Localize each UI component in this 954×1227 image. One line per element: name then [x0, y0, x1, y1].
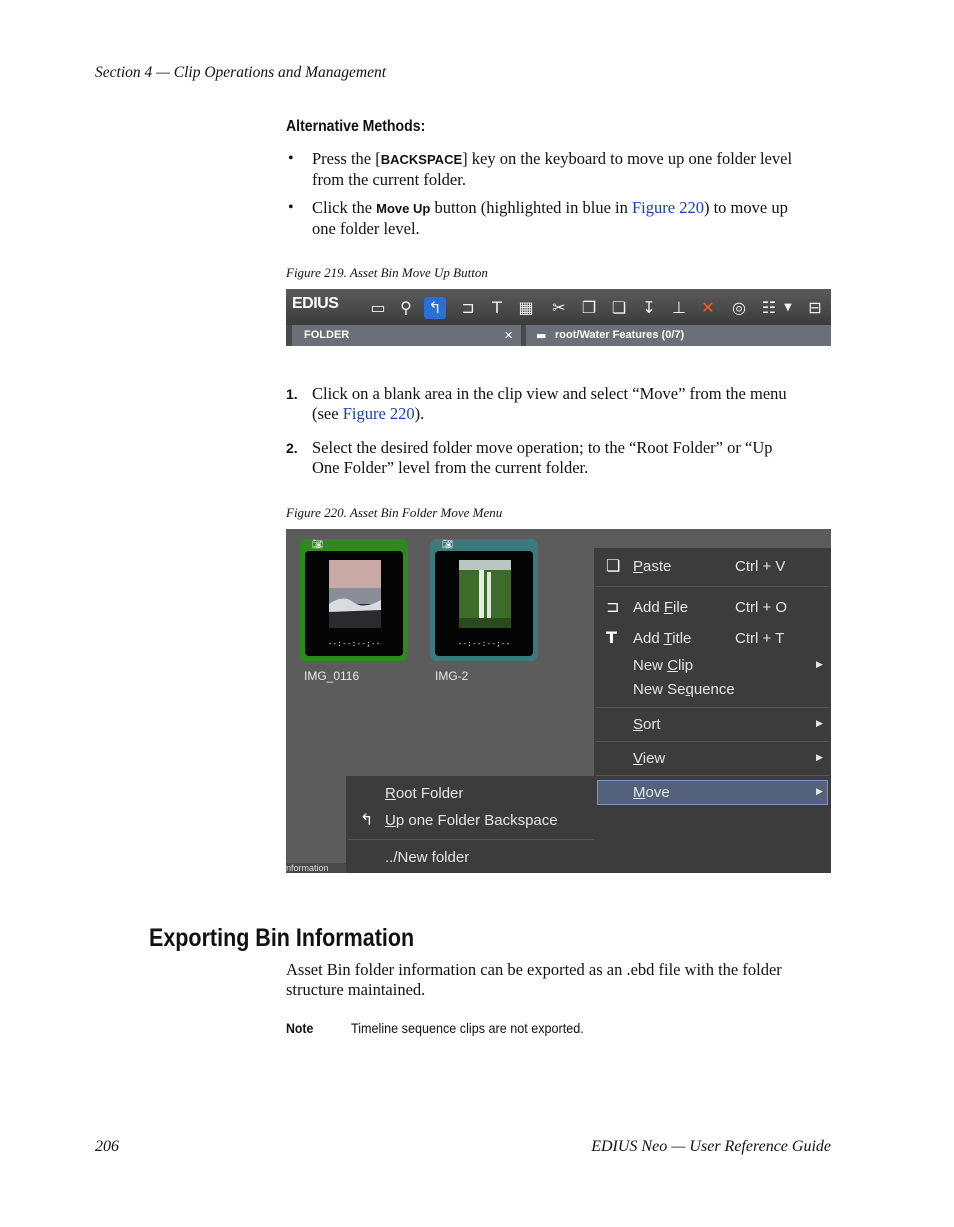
step-2: Select the desired folder move operation; to the “Root Folder” or “Up One Folder” level from the current folder.: [312, 438, 773, 477]
view-mode-icon[interactable]: ☷: [761, 298, 777, 317]
bullet-backspace: Press the [BACKSPACE] key on the keyboard to move up one folder level from the current folder.: [312, 149, 793, 189]
menu-item-add-title[interactable]: T Add Title Ctrl + T: [606, 628, 785, 647]
footer-title: EDIUS Neo — User Reference Guide: [591, 1138, 831, 1155]
figure-220-link[interactable]: Figure 220: [342, 404, 415, 423]
chevron-down-icon[interactable]: ▼: [784, 302, 792, 313]
menu-separator: [348, 839, 594, 840]
menu-separator: [596, 775, 829, 776]
step-number: 1.: [286, 386, 298, 402]
add-file-icon[interactable]: ⊐: [461, 298, 475, 317]
move-up-icon: ↰: [360, 810, 374, 829]
backspace-key: BACKSPACE: [380, 152, 463, 167]
menu-item-add-file[interactable]: ⊐ Add File Ctrl + O: [606, 597, 788, 616]
step-number: 2.: [286, 440, 298, 456]
menu-item-view[interactable]: View ▶: [633, 750, 823, 767]
close-icon[interactable]: ✕: [504, 329, 514, 342]
clip-label: IMG_0116: [304, 669, 360, 683]
bullet-move-up: Click the Move Up button (highlighted in blue in Figure 220) to move up one folder level.: [312, 198, 788, 238]
edius-logo: EDIUS: [292, 295, 339, 312]
bullet-marker: •: [288, 150, 294, 167]
delete-icon[interactable]: ✕: [701, 298, 715, 317]
folder-path: root/Water Features (0/7): [555, 329, 685, 341]
move-submenu: [346, 776, 596, 873]
path-bar: [526, 325, 831, 346]
figure-220-caption: Figure 220. Asset Bin Folder Move Menu: [286, 505, 503, 520]
menu-item-paste[interactable]: ❏ Paste Ctrl + V: [606, 556, 786, 575]
clip-thumbnail[interactable]: [300, 539, 408, 661]
folder-icon[interactable]: ▭: [370, 298, 386, 317]
properties-icon[interactable]: ◎: [732, 298, 746, 317]
paste-icon[interactable]: ❏: [611, 298, 627, 317]
menu-item-new-sequence[interactable]: New Sequence: [633, 681, 735, 698]
clip-label: IMG-2: [435, 669, 469, 683]
submenu-arrow-icon: ▶: [816, 753, 823, 763]
clip-timecode: --:--:--;--: [457, 639, 511, 648]
context-menu: [594, 548, 831, 873]
search-icon[interactable]: ⚲: [400, 298, 412, 317]
menu-item-sort[interactable]: Sort ▶: [633, 716, 823, 733]
overwrite-icon[interactable]: ⊥: [672, 298, 686, 317]
clip-frame: [305, 551, 403, 656]
figure-219-caption: Figure 219. Asset Bin Move Up Button: [286, 265, 488, 280]
information-panel-tab[interactable]: nformation: [286, 863, 346, 873]
move-up-icon[interactable]: ↰: [424, 297, 446, 319]
menu-item-move[interactable]: Move ▶: [633, 784, 823, 801]
move-up-button-ref: Move Up: [376, 201, 431, 216]
asset-bin-clip-view[interactable]: [286, 529, 831, 873]
clip-image-waves: [329, 560, 381, 628]
exporting-heading: Exporting Bin Information: [149, 924, 415, 952]
menu-item-new-clip[interactable]: New Clip ▶: [633, 657, 823, 674]
camera-icon: 📷︎: [442, 540, 454, 550]
menu-separator: [596, 586, 829, 587]
submenu-arrow-icon: ▶: [816, 719, 823, 729]
alternative-methods-heading: Alternative Methods:: [286, 118, 426, 135]
copy-icon[interactable]: ❐: [581, 298, 597, 317]
figure-220-link[interactable]: Figure 220: [631, 198, 704, 217]
export-paragraph: Asset Bin folder information can be exported as an .ebd file with the folder structure maintained.: [286, 960, 782, 999]
page-number: 206: [95, 1138, 119, 1155]
asset-bin-toolbar: [286, 289, 831, 346]
add-title-icon[interactable]: T: [492, 298, 502, 317]
folder-panel-bar: [292, 325, 521, 346]
folder-path-icon: ▬: [536, 329, 547, 342]
note-text: Timeline sequence clips are not exported.: [351, 1020, 584, 1036]
add-title-icon: T: [606, 628, 617, 647]
folder-label: FOLDER: [304, 329, 350, 341]
bullet-marker: •: [288, 199, 294, 216]
submenu-item-root-folder[interactable]: Root Folder: [385, 785, 464, 802]
insert-icon[interactable]: ↧: [642, 298, 656, 317]
submenu-item-up-one-folder[interactable]: ↰ Up one Folder Backspace: [360, 810, 558, 829]
clip-image-waterfall: [459, 560, 511, 628]
menu-separator: [596, 741, 829, 742]
note-label: Note: [286, 1020, 314, 1036]
camera-icon: 📷︎: [312, 540, 324, 550]
section-header: Section 4 — Clip Operations and Management: [95, 64, 387, 81]
clip-timecode: --:--:--;--: [327, 639, 381, 648]
add-file-icon: ⊐: [606, 597, 620, 616]
submenu-arrow-icon: ▶: [816, 787, 823, 797]
step-1: Click on a blank area in the clip view and select “Move” from the menu (see Figure 220).: [312, 384, 787, 423]
submenu-item-new-folder[interactable]: ../New folder: [385, 849, 470, 866]
clip-frame: [435, 551, 533, 656]
cut-icon[interactable]: ✂: [552, 298, 566, 317]
toolbar-strip: [286, 289, 831, 325]
menu-separator: [596, 707, 829, 708]
submenu-arrow-icon: ▶: [816, 660, 823, 670]
color-bars-icon[interactable]: ▦: [518, 298, 534, 317]
briefcase-icon[interactable]: ⊟: [808, 298, 822, 317]
clip-thumbnail[interactable]: [430, 539, 538, 661]
paste-icon: ❏: [606, 556, 621, 575]
